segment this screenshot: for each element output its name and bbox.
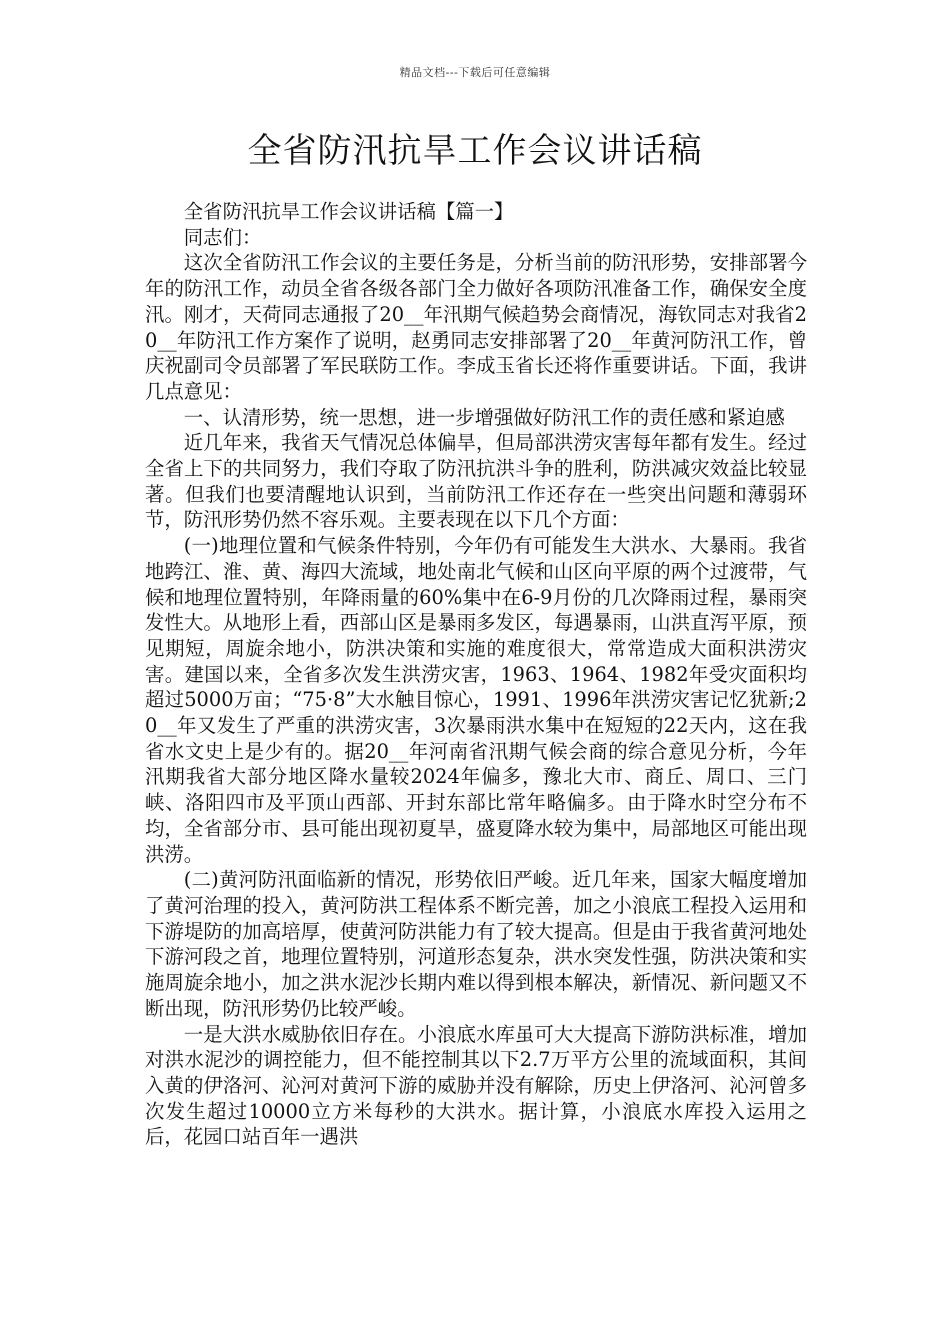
paragraph: 这次全省防汛工作会议的主要任务是，分析当前的防汛形势，安排部署今年的防汛工作，动员全省各级各部门全力做好各项防汛准备工作，确保安全度汛。刚才，天荷同志通报了20__年汛期气候趋势会商情况，海钦同志对我省20__年防汛工作方案作了说明，赵勇同志安排部署了20__年黄河防汛工作，曾庆祝副司令员部署了军民联防工作。李成玉省长还将作重要讲话。下面，我讲几点意见： [145, 251, 807, 403]
salutation: 同志们： [183, 225, 262, 249]
paragraph: (一)地理位置和气候条件特别，今年仍有可能发生大洪水、大暴雨。我省地跨江、淮、黄、海四大流域，地处南北气候和山区向平原的两个过渡带，气候和地理位置特别，年降雨量的60%集中在6-9月份的几次降雨过程，暴雨突发性大。从地形上看，西部山区是暴雨多发区，每遇暴雨，山洪直泻平原，预见期短，周旋余地小，防洪决策和实施的难度很大，常常造成大面积洪涝灾害。建国以来，全省多次发生洪涝灾害，1963、1964、1982年受灾面积均超过5000万亩；“75·8”大水触目惊心，1991、1996年洪涝灾害记忆犹新;20__年又发生了严重的洪涝灾害，3次暴雨洪水集中在短短的22天内，这在我省水文史上是少有的。据20__年河南省汛期气候会商的综合意见分析，今年汛期我省大部分地区降水量较2024年偏多，豫北大市、商丘、周口、三门峡、洛阳四市及平顶山西部、开封东部比常年略偏多。由于降水时空分布不均，全省部分市、县可能出现初夏旱，盛夏降水较为集中，局部地区可能出现洪涝。 [145, 534, 807, 866]
page-header-note: 精品文档---下载后可任意编辑 [399, 66, 551, 79]
document-title: 全省防汛抗旱工作会议讲话稿 [247, 131, 703, 171]
paragraph: 一是大洪水威胁依旧存在。小浪底水库虽可大大提高下游防洪标准，增加对洪水泥沙的调控能力，但不能控制其以下2.7万平方公里的流域面积，其间入黄的伊洛河、沁河对黄河下游的威胁并没有解除，历史上伊洛河、沁河曾多次发生超过10000立方米每秒的大洪水。据计算，小浪底水库投入运用之后，花园口站百年一遇洪 [145, 1022, 807, 1149]
paragraph: (二)黄河防汛面临新的情况，形势依旧严峻。近几年来，国家大幅度增加了黄河治理的投入，黄河防洪工程体系不断完善，加之小浪底工程投入运用和下游堤防的加高培厚，使黄河防洪能力有了较大提高。但是由于我省黄河地处下游河段之首，地理位置特别，河道形态复杂，洪水突发性强，防洪决策和实施周旋余地小，加之洪水泥沙长期内难以得到根本解决，新情况、新问题又不断出现，防汛形势仍比较严峻。 [145, 868, 807, 1020]
document-body [145, 199, 807, 1150]
section-heading: 全省防汛抗旱工作会议讲话稿【篇一】 [183, 200, 514, 223]
section-heading: 一、认清形势，统一思想，进一步增强做好防汛工作的责任感和紧迫感 [183, 405, 785, 429]
paragraph: 近几年来，我省天气情况总体偏旱，但局部洪涝灾害每年都有发生。经过全省上下的共同努力，我们夺取了防汛抗洪斗争的胜利，防洪减灾效益比较显著。但我们也要清醒地认识到，当前防汛工作还存在一些突出问题和薄弱环节，防汛形势仍然不容乐观。主要表现在以下几个方面： [145, 431, 807, 532]
